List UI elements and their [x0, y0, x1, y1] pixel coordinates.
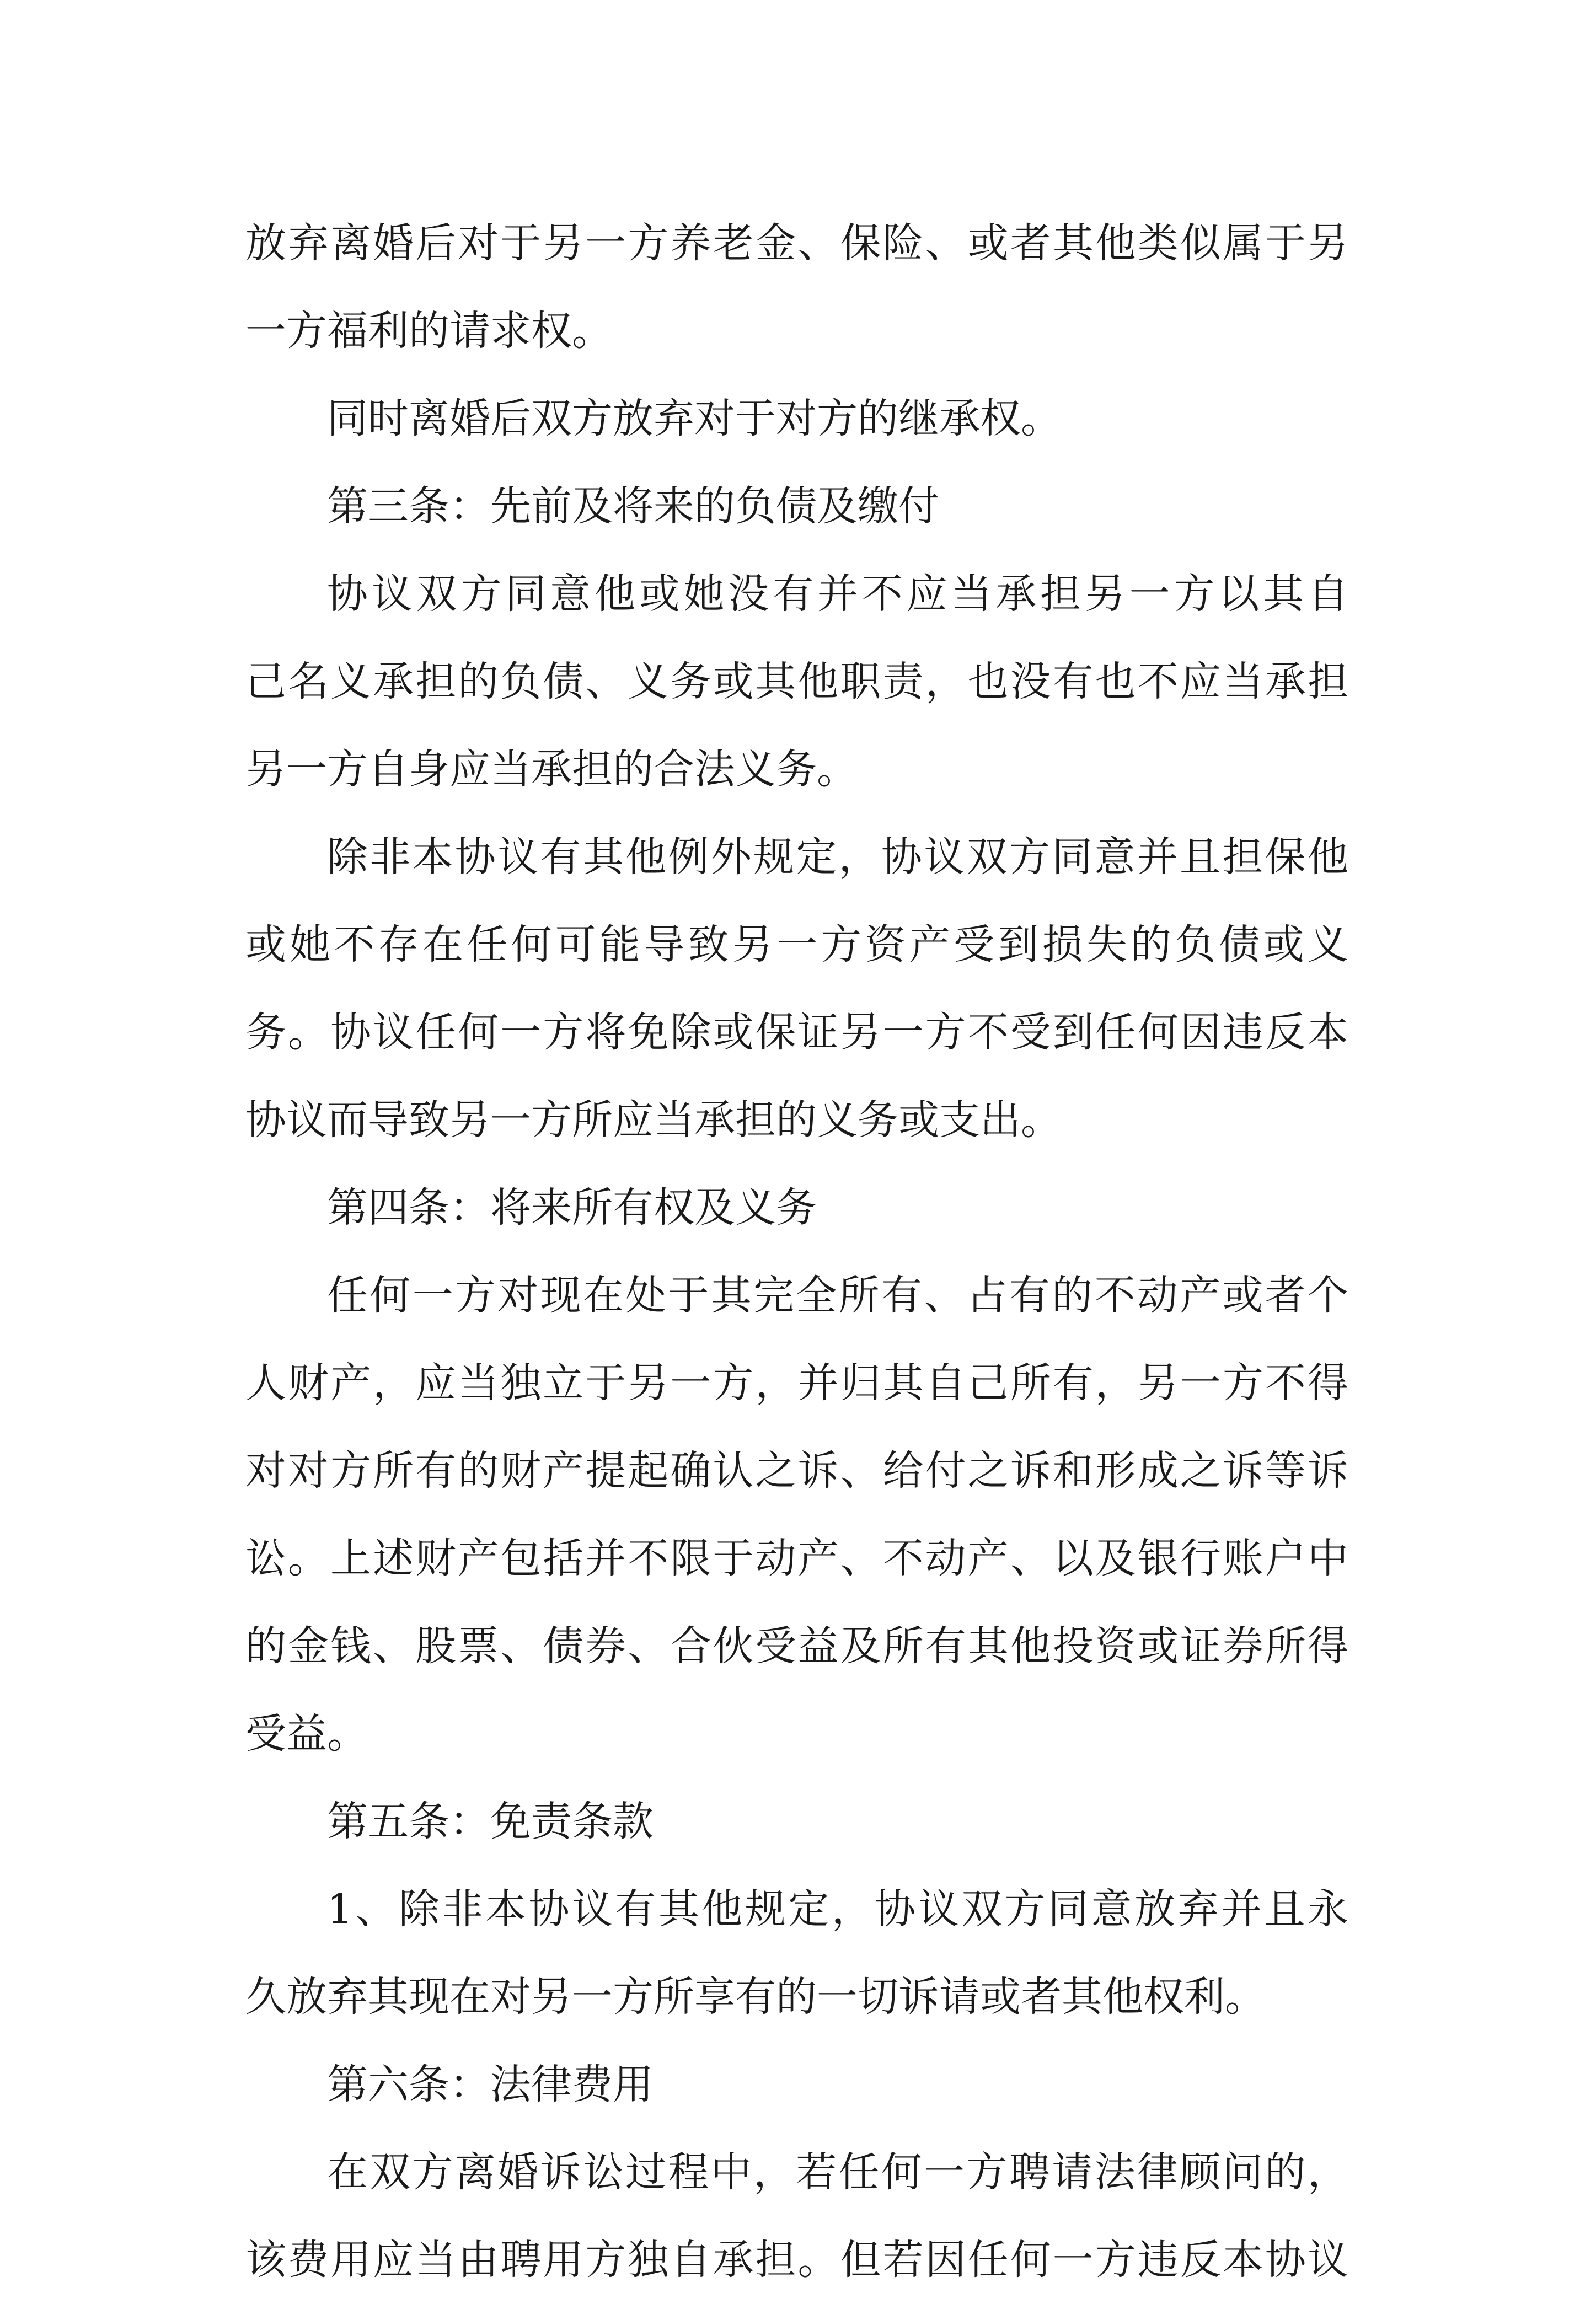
body-line: 放弃离婚后对于另一方养老金、保险、或者其他类似属于另 — [245, 219, 1348, 267]
paragraph-first-line: 同时离婚后双方放弃对于对方的继承权。 — [327, 395, 1062, 442]
paragraph-first-line: 任何一方对现在处于其完全所有、占有的不动产或者个 — [327, 1272, 1348, 1319]
body-line: 受益。 — [245, 1710, 368, 1758]
paragraph-first-line: 在双方离婚诉讼过程中，若任何一方聘请法律顾问的， — [327, 2148, 1348, 2196]
body-line: 另一方自身应当承担的合法义务。 — [245, 746, 858, 793]
paragraph-first-line: 1、除非本协议有其他规定，协议双方同意放弃并且永 — [327, 1885, 1348, 1933]
body-line: 该费用应当由聘用方独自承担。但若因任何一方违反本协议 — [245, 2236, 1348, 2284]
article-heading: 第三条：先前及将来的负债及缴付 — [327, 483, 939, 530]
body-line: 久放弃其现在对另一方所享有的一切诉请或者其他权利。 — [245, 1973, 1266, 2021]
body-line: 务。协议任何一方将免除或保证另一方不受到任何因违反本 — [245, 1009, 1348, 1056]
article-heading: 第五条：免责条款 — [327, 1798, 654, 1845]
article-heading: 第六条：法律费用 — [327, 2061, 654, 2108]
body-line: 讼。上述财产包括并不限于动产、不动产、以及银行账户中 — [245, 1535, 1348, 1582]
body-line: 对对方所有的财产提起确认之诉、给付之诉和形成之诉等诉 — [245, 1447, 1348, 1494]
body-line: 己名义承担的负债、义务或其他职责，也没有也不应当承担 — [245, 658, 1348, 705]
paragraph-first-line: 除非本协议有其他例外规定，协议双方同意并且担保他 — [327, 833, 1348, 881]
body-line: 一方福利的请求权。 — [245, 307, 613, 355]
article-heading: 第四条：将来所有权及义务 — [327, 1184, 817, 1231]
body-line: 或她不存在任何可能导致另一方资产受到损失的负债或义 — [245, 921, 1348, 968]
body-line: 人财产，应当独立于另一方，并归其自己所有，另一方不得 — [245, 1359, 1348, 1407]
document-body — [245, 200, 1348, 2304]
body-line: 协议而导致另一方所应当承担的义务或支出。 — [245, 1096, 1062, 1144]
paragraph-first-line: 协议双方同意他或她没有并不应当承担另一方以其自 — [327, 570, 1348, 618]
body-line: 的金钱、股票、债券、合伙受益及所有其他投资或证券所得 — [245, 1622, 1348, 1670]
